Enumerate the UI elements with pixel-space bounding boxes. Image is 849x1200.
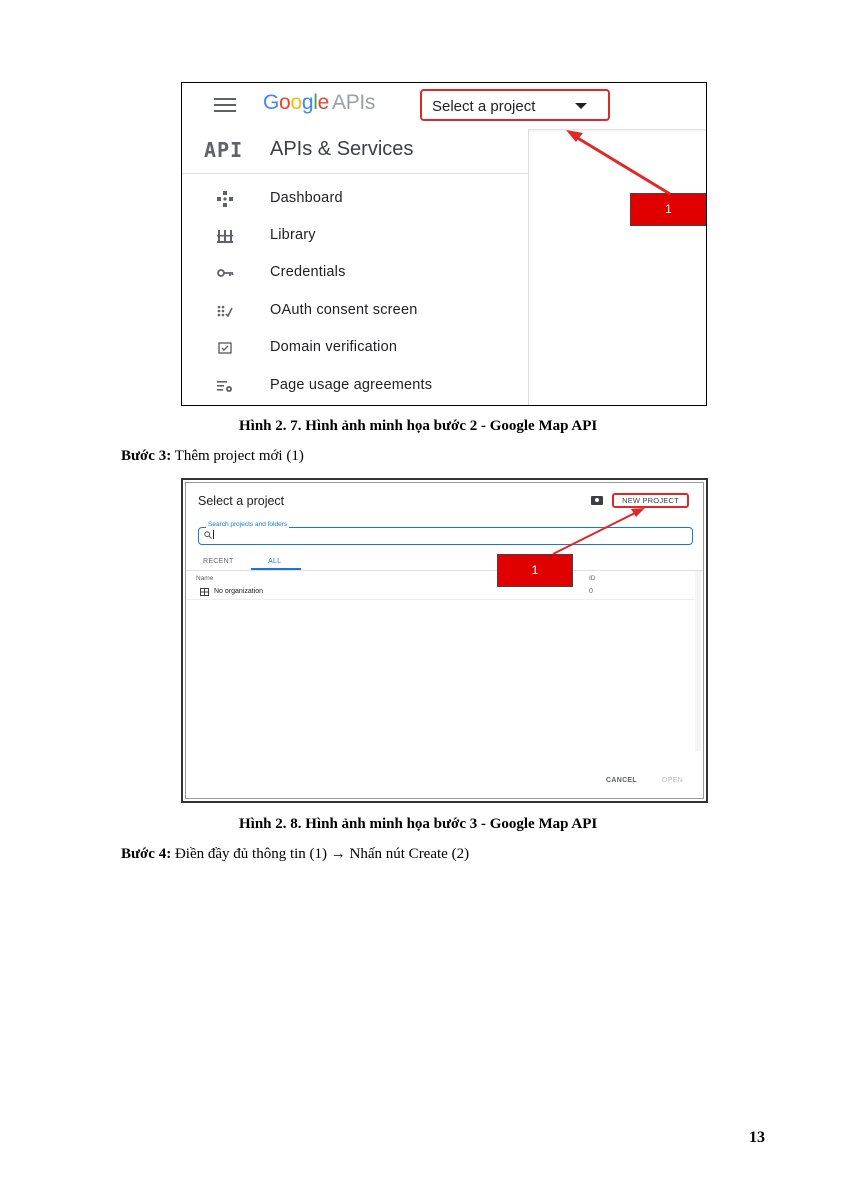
step-3-label: Bước 3: [121,448,172,464]
google-apis-logo: Google APIs [263,91,376,114]
figure-select-project-dialog [181,478,708,803]
callout-label-1: 1 [497,554,573,587]
column-header-id: ID [589,575,596,582]
row-id: 0 [589,588,593,595]
step-4-description: Điền đầy đủ thông tin (1) → Nhấn nút Create (2) [171,846,470,862]
new-project-button[interactable]: NEW PROJECT [612,493,689,508]
search-label: Search projects and folders [208,521,288,528]
figure-apis-services-screenshot [181,82,707,406]
nav-label: Domain verification [270,339,398,355]
step-4-label: Bước 4: [121,846,172,862]
nav-label: Page usage agreements [270,377,433,393]
step-3-description: Thêm project mới (1) [171,448,304,464]
dialog-title: Select a project [198,494,285,508]
step-3-text [121,448,304,465]
tab-recent[interactable]: RECENT [203,558,234,565]
callout-arrow-1 [182,83,707,406]
project-selector-label: Select a project [432,98,536,115]
cancel-button[interactable]: CANCEL [606,777,637,784]
page-number: 13 [749,1129,765,1146]
column-header-name: Name [196,575,214,582]
nav-label: Credentials [270,264,346,280]
callout-arrow-1 [183,480,708,803]
nav-label: OAuth consent screen [270,302,418,318]
tab-all[interactable]: ALL [268,558,282,565]
sidebar-title: APIs & Services [270,138,414,160]
api-badge-icon: API [204,138,244,162]
step-4-text [121,846,469,863]
callout-label-1: 1 [630,193,707,226]
row-name: No organization [214,588,264,595]
open-button[interactable]: OPEN [662,777,684,784]
nav-label: Library [270,227,316,243]
nav-label: Dashboard [270,190,343,206]
figure-caption-2-7: Hình 2. 7. Hình ảnh minh họa bước 2 - Google Map API [239,418,598,434]
figure-caption-2-8: Hình 2. 8. Hình ảnh minh họa bước 3 - Google Map API [239,816,598,832]
